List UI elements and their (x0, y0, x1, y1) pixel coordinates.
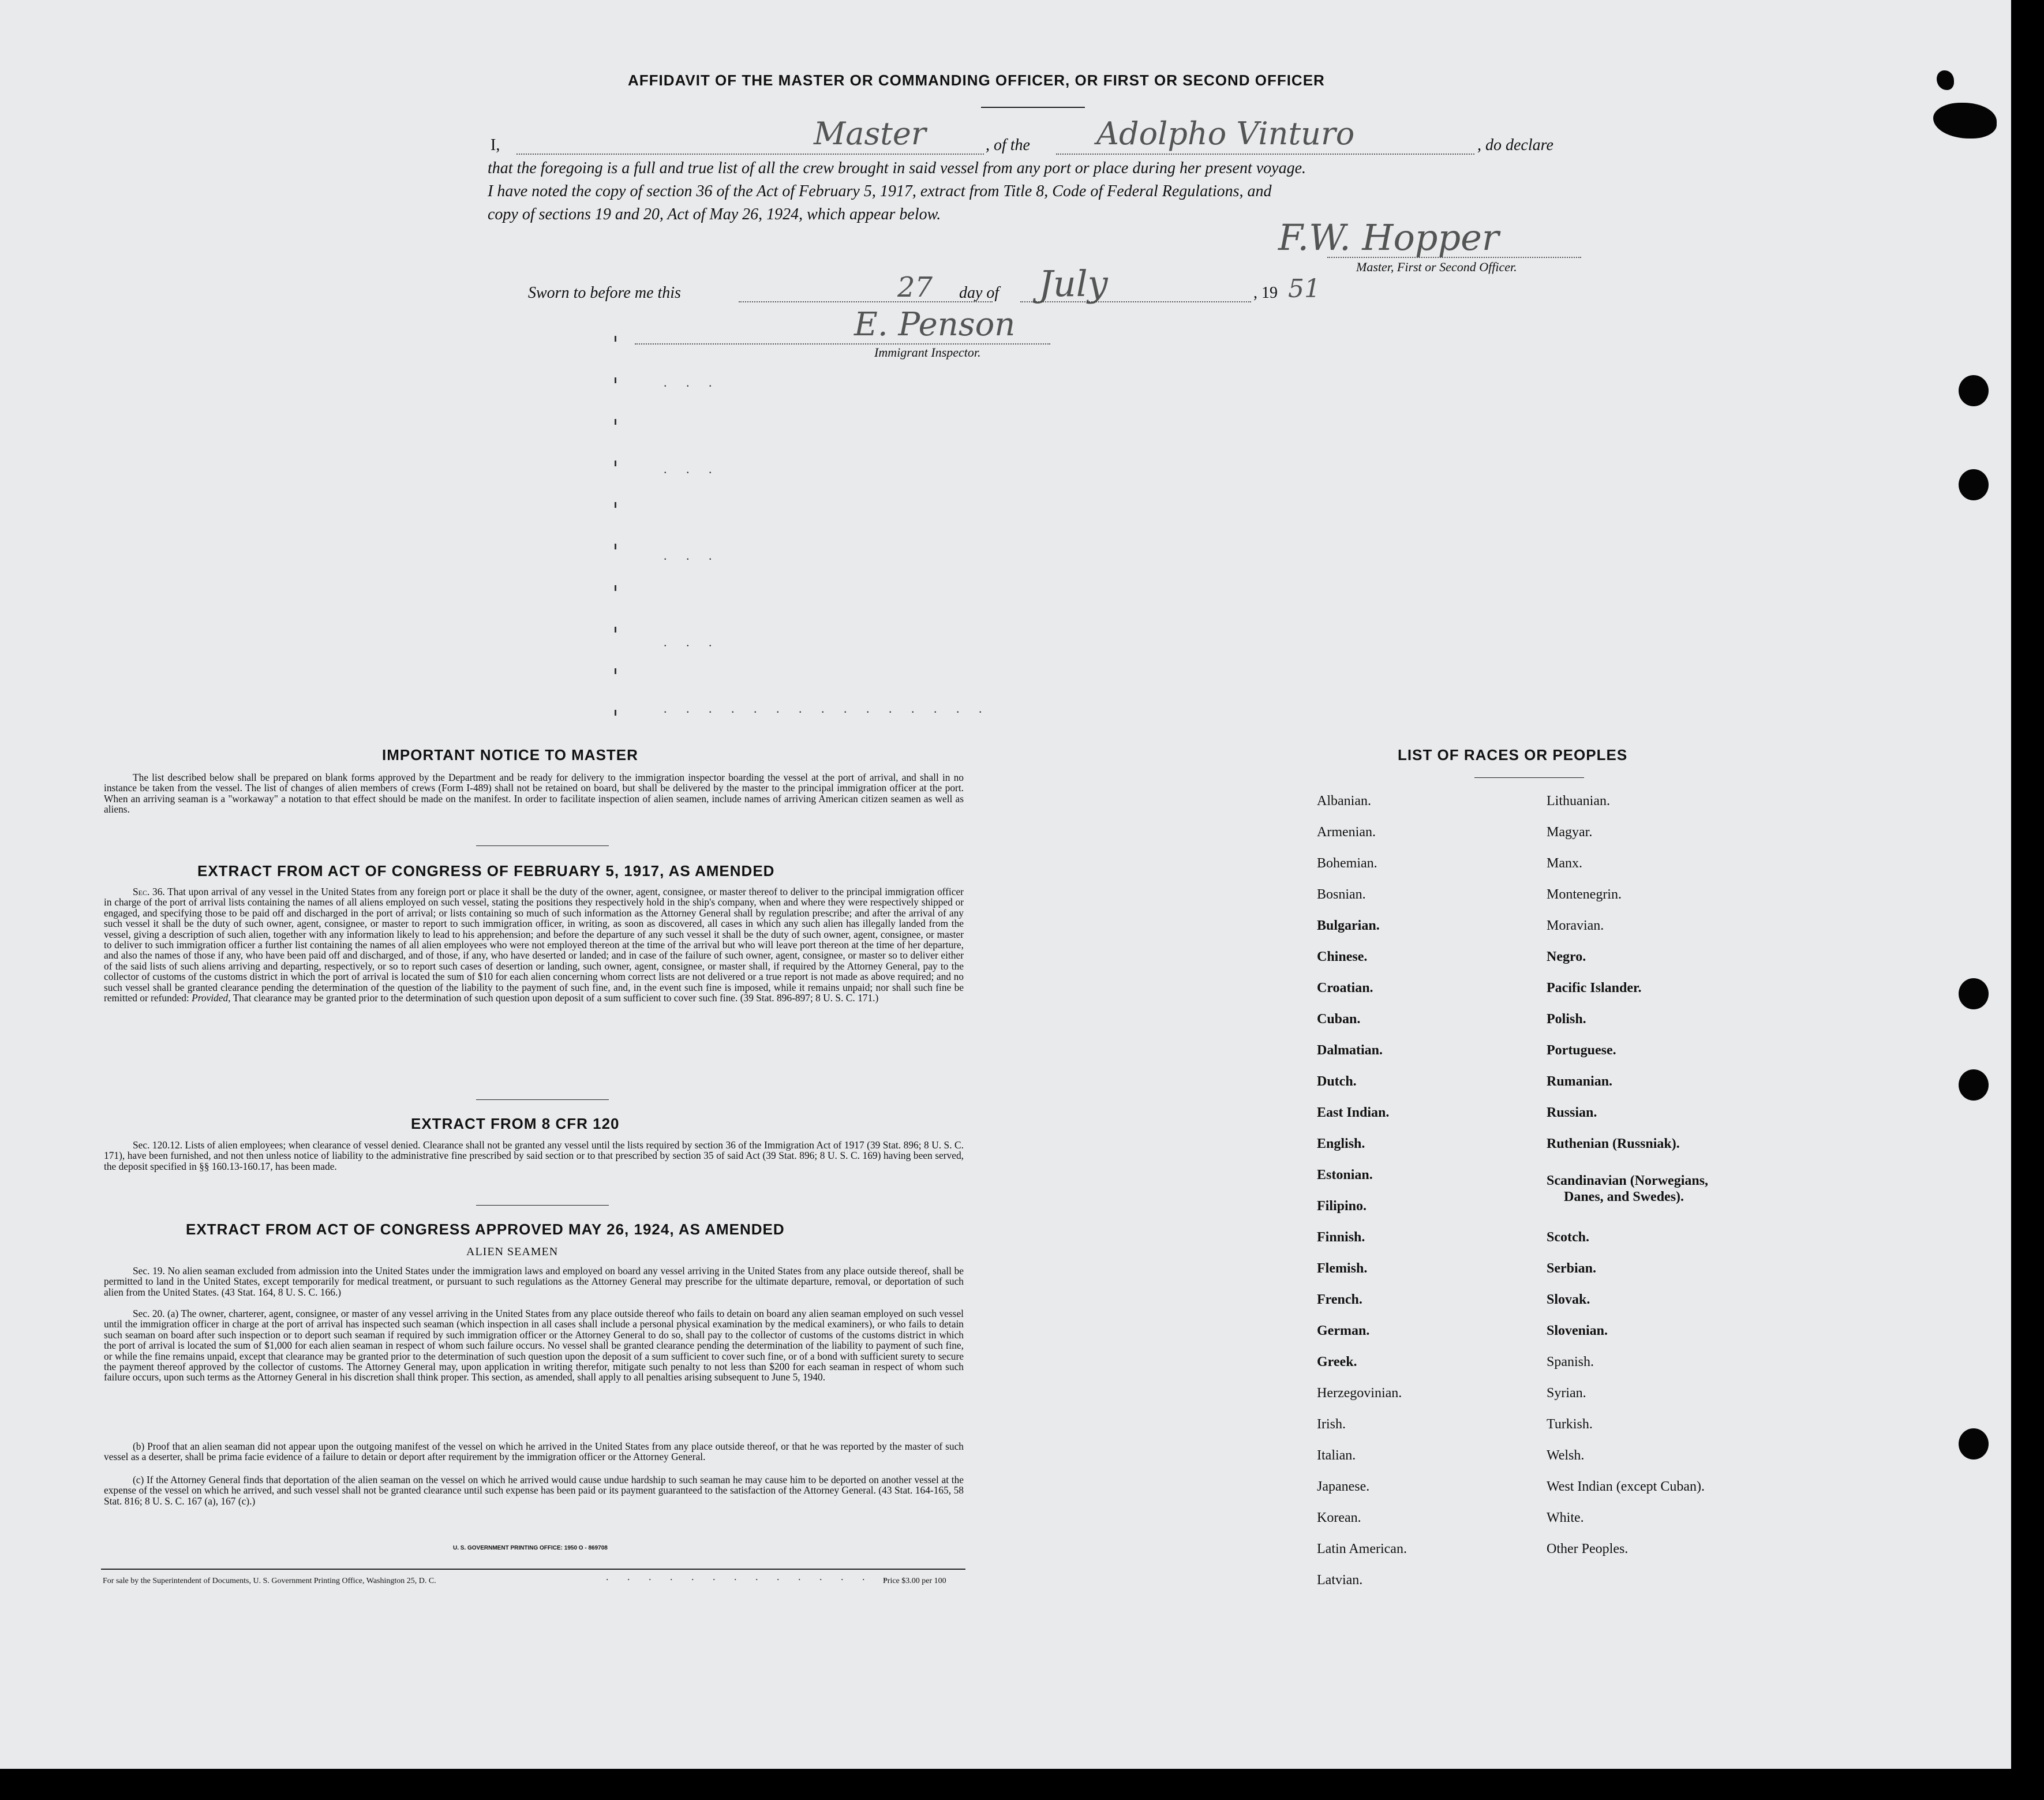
declaration-of-the: , of the (986, 136, 1030, 154)
extract-1924-sec20c: (c) If the Attorney General finds that deportation of the alien seaman on the vessel on which he arrived would cause undue hardship to such seaman he may cause him to be deported on another vessel at the expense of the vessel on which he arrived, and such vessel shall not be granted clearance until such expense has been paid or its payment guaranteed to the satisfaction of the Attorney General. (43 Stat. 164-165, 58 Stat. 816; 8 U. S. C. 167 (a), 167 (c).) (104, 1474, 964, 1507)
dot-marks: . . . (664, 375, 720, 390)
handwritten-vessel: Adolpho Vinturo (1096, 115, 1355, 152)
race-left: Cuban. (1317, 1012, 1361, 1027)
race-left: Filipino. (1317, 1199, 1367, 1214)
margin-tick (615, 336, 616, 342)
handwritten-day: 27 (897, 271, 933, 304)
race-left: Irish. (1317, 1417, 1346, 1432)
race-right: West Indian (except Cuban). (1547, 1479, 1705, 1494)
divider (1474, 777, 1584, 778)
race-right: Danes, and Swedes). (1564, 1189, 1684, 1204)
footer-rule (101, 1569, 965, 1570)
ink-blot (1937, 70, 1954, 90)
race-right: Welsh. (1547, 1448, 1585, 1463)
margin-tick (615, 710, 616, 716)
race-left: Croatian. (1317, 981, 1373, 996)
extract-cfr-text: Sec. 120.12. Lists of alien employees; when clearance of vessel denied. Clearance shall not be granted any vessel until the lists required by section 36 of the Immigration Act of 1917 (39 Stat. 896; 8 U. S. C. 171), have been furnished, and not then unless notice of liability to the administrative fine prescribed by said section or to that prescribed by section 35 of said Act (39 Stat. 896; 8 U. S. C. 169) having been served, the deposit specified in §§ 160.13-160.17, has been made. (104, 1139, 964, 1172)
race-right: Magyar. (1547, 825, 1593, 840)
margin-tick (615, 502, 616, 508)
race-left: French. (1317, 1292, 1362, 1307)
dot-marks: . . . (664, 548, 720, 563)
race-left: German. (1317, 1323, 1370, 1338)
signature-line (1327, 257, 1581, 258)
race-right: Spanish. (1547, 1354, 1594, 1369)
rank-line (516, 154, 984, 155)
margin-tick (615, 419, 616, 425)
race-left: Finnish. (1317, 1230, 1365, 1245)
extract-1924-sec20a: Sec. 20. (a) The owner, charterer, agent, consignee, or master of any vessel arriving in the United States from any place outside thereof who fails to detain on board any alien seaman employed on such vessel until the immigration officer in charge at the port of arrival has inspected such seaman (which inspection in all cases shall include a personal physical examination by the medical examiners), or who fails to detain such seaman on board after such inspection or to deport such seaman if required by such immigration officer or the Attorney General to do so, shall pay to the collector of customs of the customs district in which the port of arrival is located the sum of $1,000 for each alien seaman in respect of whom such failure occurs. No vessel shall be granted clearance pending the determination of the liability to payment of such fine, or while the fine remains unpaid, except that clearance may be granted prior to the determination of such question upon the deposit of a sum sufficient to cover such fine, or of a bond with sufficient surety to secure the payment thereof approved by the collector of customs. The Attorney General may, upon application in writing therefor, mitigate such penalty to not less than $200 for each seaman in respect of whom such failure occurs, upon such terms as the Attorney General in his discretion shall think proper. This section, as amended, shall apply to all penalties arising subsequent to June 5, 1940. (104, 1308, 964, 1383)
race-right: Polish. (1547, 1012, 1586, 1027)
race-right: Turkish. (1547, 1417, 1593, 1432)
handwritten-rank: Master (814, 115, 926, 152)
race-left: Herzegovinian. (1317, 1386, 1402, 1401)
divider (476, 845, 609, 846)
race-left: Estonian. (1317, 1167, 1373, 1182)
race-left: Chinese. (1317, 949, 1368, 964)
footer-left: For sale by the Superintendent of Documents, U. S. Government Printing Office, Washington 25, D. C. (103, 1577, 436, 1585)
margin-tick (615, 377, 616, 383)
extract-1917-heading: EXTRACT FROM ACT OF CONGRESS OF FEBRUARY 5, 1917, AS AMENDED (197, 862, 775, 880)
day-of-label: day of (959, 284, 999, 302)
notice-text: The list described below shall be prepared on blank forms approved by the Department and be ready for delivery to the immigration inspector boarding the vessel at the port of arrival, and shall in no instance be taken from the vessel. The list of changes of alien members of crews (Form I-489) shall not be retained on board, but shall be delivered by the master to the principal immigration officer at the port. When an arriving seaman is a "workaway" a notation to that effect should be made on the manifest. In order to facilitate inspection of alien seamen, include names of arriving American citizen seamen as well as aliens. (104, 772, 964, 815)
declaration-line-2: that the foregoing is a full and true list of all the crew brought in said vessel from any port or place during her present voyage. (488, 159, 1306, 177)
race-left: Japanese. (1317, 1479, 1370, 1494)
extract-1924-sec19: Sec. 19. No alien seaman excluded from admission into the United States under the immigration laws and employed on board any vessel arriving in the United States from any place outside thereof, shall be permitted to land in the United States, except temporarily for medical treatment, or pursuant to such regulations as the Attorney General may prescribe for the ultimate departure, removal, or deportation of such alien from the United States. (43 Stat. 164, 8 U. S. C. 166.) (104, 1265, 964, 1298)
year-prefix: , 19 (1253, 284, 1278, 302)
divider (981, 107, 1085, 108)
race-right: Rumanian. (1547, 1074, 1613, 1089)
margin-tick (615, 544, 616, 549)
races-heading: LIST OF RACES OR PEOPLES (1398, 746, 1628, 764)
margin-tick (615, 668, 616, 674)
notice-heading: IMPORTANT NOTICE TO MASTER (382, 746, 638, 764)
race-left: Albanian. (1317, 794, 1371, 809)
race-left: Bosnian. (1317, 887, 1366, 902)
race-left: English. (1317, 1136, 1365, 1151)
race-left: East Indian. (1317, 1105, 1390, 1120)
race-left: Latin American. (1317, 1541, 1407, 1556)
race-right: Slovak. (1547, 1292, 1590, 1307)
race-left: Armenian. (1317, 825, 1376, 840)
master-signature: F.W. Hopper (1278, 216, 1499, 259)
race-right: Serbian. (1547, 1261, 1597, 1276)
race-right: Negro. (1547, 949, 1586, 964)
extract-1917-text (104, 886, 964, 1003)
extract-1924-sec20b: (b) Proof that an alien seaman did not appear upon the outgoing manifest of the vessel on which he arrived in the United States from any place outside thereof, or that he was reported by the master of such vessel as a deserter, shall be prima facie evidence of a failure to detain or deport after requirement by the immigration officer or the Attorney General. (104, 1440, 964, 1463)
extract-cfr-heading: EXTRACT FROM 8 CFR 120 (411, 1115, 620, 1132)
dot-marks: . . . . . . . . . . . . . . . (664, 701, 990, 716)
race-right: Syrian. (1547, 1386, 1586, 1401)
punch-hole (1959, 978, 1989, 1009)
race-left: Bulgarian. (1317, 918, 1380, 933)
inspector-signature: E. Penson (854, 306, 1016, 343)
race-left: Greek. (1317, 1354, 1357, 1369)
divider (476, 1099, 609, 1100)
footer-right: Price $3.00 per 100 (883, 1577, 946, 1585)
race-left: Flemish. (1317, 1261, 1368, 1276)
race-left: Latvian. (1317, 1573, 1363, 1588)
margin-tick (615, 627, 616, 633)
ink-blot (1933, 103, 1997, 139)
day-line (739, 301, 993, 302)
declaration-i: I, (491, 136, 500, 154)
extract-1924-heading: EXTRACT FROM ACT OF CONGRESS APPROVED MAY 26, 1924, AS AMENDED (186, 1221, 785, 1238)
sworn-label: Sworn to before me this (528, 284, 681, 302)
race-right: Portuguese. (1547, 1043, 1616, 1058)
race-right: Manx. (1547, 856, 1582, 871)
declaration-do-declare: , do declare (1477, 136, 1553, 154)
punch-hole (1959, 469, 1989, 500)
dot-marks: . . . . . . . . . . . . . . (606, 1571, 894, 1582)
race-right: Scotch. (1547, 1230, 1589, 1245)
vessel-line (1056, 154, 1474, 155)
declaration-line-4: copy of sections 19 and 20, Act of May 26, 1924, which appear below. (488, 205, 941, 223)
race-right: Slovenian. (1547, 1323, 1608, 1338)
race-right: Lithuanian. (1547, 794, 1610, 809)
inspector-line (635, 343, 1050, 345)
divider (476, 1205, 609, 1206)
handwritten-year: 51 (1288, 274, 1320, 304)
dot-marks: . . . (664, 462, 720, 476)
race-right: Moravian. (1547, 918, 1604, 933)
race-right: Ruthenian (Russniak). (1547, 1136, 1680, 1151)
extract-1917-provided: Provided, (192, 992, 231, 1004)
dot-marks: . . . (664, 635, 720, 649)
extract-1917-sec: Sec. 36. (133, 886, 165, 897)
race-left: Italian. (1317, 1448, 1356, 1463)
punch-hole (1959, 1069, 1989, 1101)
race-right: White. (1547, 1510, 1584, 1525)
margin-tick (615, 461, 616, 466)
affidavit-heading: AFFIDAVIT OF THE MASTER OR COMMANDING OFFICER, OR FIRST OR SECOND OFFICER (628, 72, 1325, 89)
punch-hole (1959, 1428, 1989, 1460)
signature-caption: Master, First or Second Officer. (1356, 260, 1517, 274)
race-left: Dutch. (1317, 1074, 1357, 1089)
race-left: Bohemian. (1317, 856, 1377, 871)
race-right: Montenegrin. (1547, 887, 1622, 902)
extract-1924-subheading: ALIEN SEAMEN (466, 1245, 559, 1258)
race-right: Scandinavian (Norwegians, (1547, 1173, 1709, 1188)
race-left: Dalmatian. (1317, 1043, 1383, 1058)
race-left: Korean. (1317, 1510, 1361, 1525)
printer-line: U. S. GOVERNMENT PRINTING OFFICE: 1950 O - 869708 (453, 1545, 608, 1551)
punch-hole (1959, 375, 1989, 406)
margin-tick (615, 585, 616, 591)
declaration-line-3: I have noted the copy of section 36 of the Act of February 5, 1917, extract from Title 8, Code of Federal Regulations, and (488, 182, 1272, 200)
handwritten-month: July (1039, 263, 1108, 305)
extract-1917-body-end: That clearance may be granted prior to the determination of such question upon deposit of a sum sufficient to cover such fine. (39 Stat. 896-897; 8 U. S. C. 171.) (233, 992, 879, 1004)
race-right: Russian. (1547, 1105, 1597, 1120)
race-right: Pacific Islander. (1547, 981, 1642, 996)
inspector-caption: Immigrant Inspector. (874, 345, 981, 360)
extract-1917-body: That upon arrival of any vessel in the United States from any foreign port or place it shall be the duty of the owner, agent, consignee, or master thereof to deliver to the principal immigration officer in charge of the port of arrival lists containing the names of all aliens employed on such vessel, stating the positions they respectively hold in the ship's company, when and where they were respectively shipped or engaged, and specifying those to be paid off and discharged in the port of arrival; or lists containing so much of such information as the Attorney General shall by regulation prescribe; and after the arrival of any such vessel it shall be the duty of such owner, agent, consignee, or master to report to such immigration officer, in writing, as soon as discovered, all cases in which any such alien has illegally landed from the vessel, giving a description of such alien, together with any information likely to lead to his apprehension; and before the departure of any such vessel it shall be the duty of such owner, agent, consignee, or master to deliver to such immigration officer a further list containing the names of all alien employees who were not employed thereon at the time of the arrival but who will leave port thereon at the time of her departure, and also the names of those if any, who have been paid off and discharged, and of those, if any, who have deserted or landed; and in case of the failure of such owner, agent, consignee, or master so to deliver either of the said lists of such aliens arriving and departing, respectively, or so to report such cases of desertion or landing, such owner, agent, consignee, or master shall, if required by the Attorney General, pay to the collector of customs of the customs district in which the port of arrival is located the sum of $10 for each alien concerning whom correct lists are not delivered or a true report is not made as above required; and no such vessel shall be granted clearance pending the determination of the question of the liability to the payment of such fine, and, in the event such fine is imposed, while it remains unpaid; nor shall such fine be remitted or refunded: (104, 886, 964, 1004)
race-right: Other Peoples. (1547, 1541, 1629, 1556)
